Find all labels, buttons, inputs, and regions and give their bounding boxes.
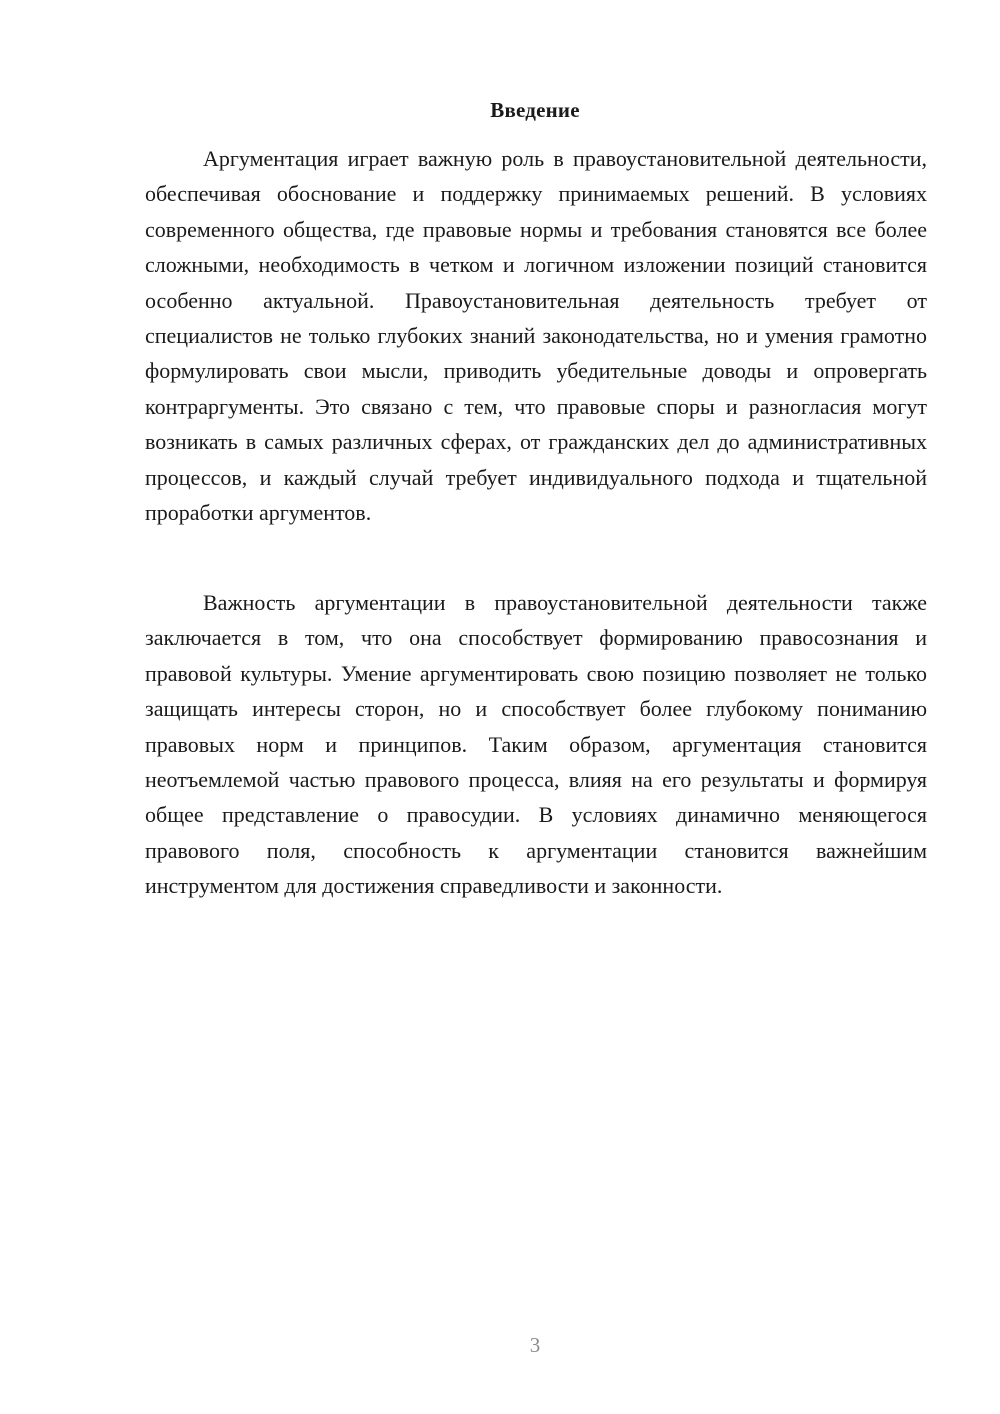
paragraph-2: Важность аргументации в правоустановительной деятельности также заключается в том, что она способствует формированию правосознания и правовой культуры. Умение аргументировать свою позицию позволяет не только защищать интересы сторон, но и способствует более глубокому пониманию правовых норм и принципов. Таким образом, аргументация становится неотъемлемой частью правового процесса, влияя на его результаты и формируя общее представление о правосудии. В условиях динамично меняющегося правового поля, способность к аргументации становится важнейшим инструментом для достижения справедливости и законности. (145, 590, 927, 899)
section-title: Введение (490, 98, 580, 122)
page-number: 3 (529, 1333, 541, 1357)
paragraph-1: Аргументация играет важную роль в правоустановительной деятельности, обеспечивая обоснование и поддержку принимаемых решений. В условиях современного общества, где правовые нормы и требования становятся все более сложными, необходимость в четком и логичном изложении позиций становится особенно актуальной. Правоустановительная деятельность требует от специалистов не только глубоких знаний законодательства, но и умения грамотно формулировать свои мысли, приводить убедительные доводы и опровергать контраргументы. Это связано с тем, что правовые споры и разногласия могут возникать в самых различных сферах, от гражданских дел до административных процессов, и каждый случай требует индивидуального подхода и тщательной проработки аргументов. (145, 146, 927, 526)
